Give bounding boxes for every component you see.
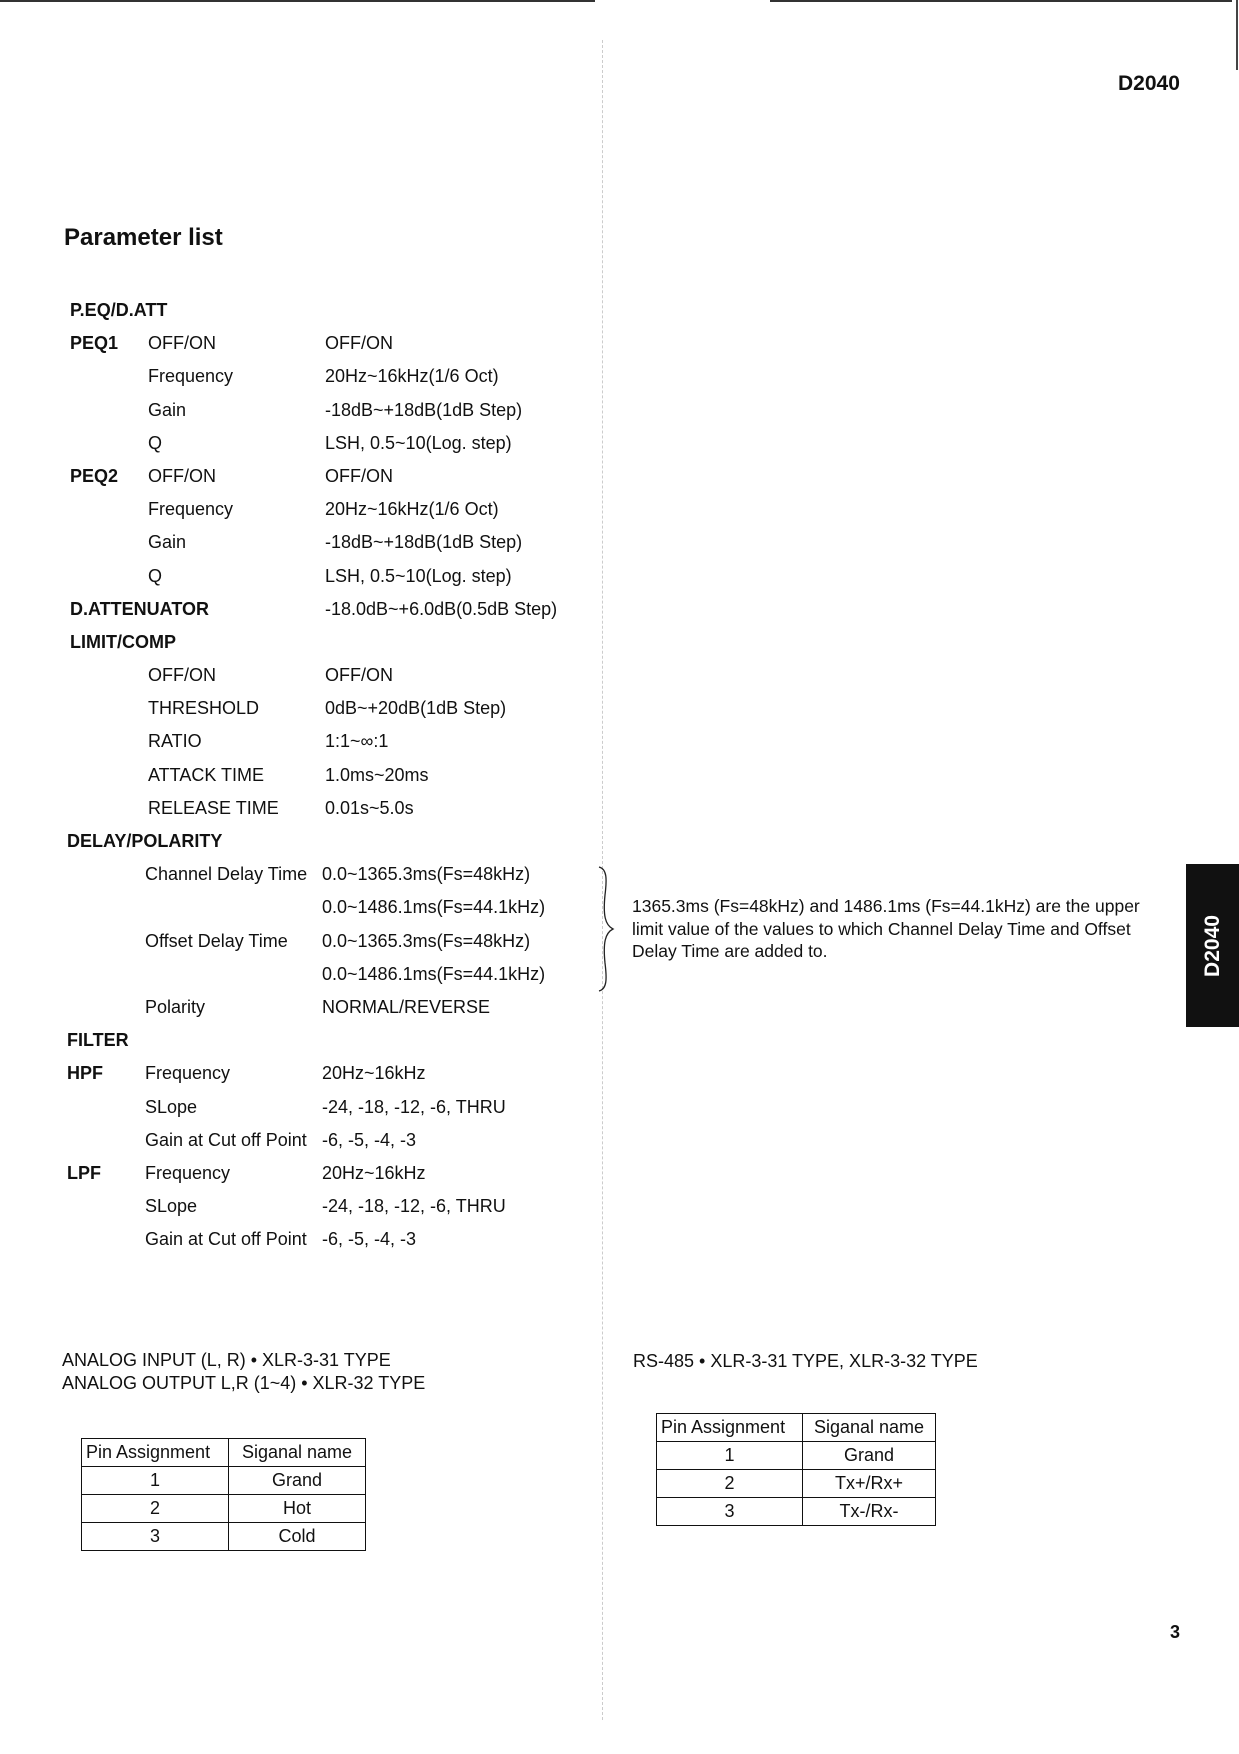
parameter-name: ATTACK TIME	[148, 764, 265, 785]
parameter-name: Frequency	[148, 499, 234, 520]
parameter-name: Q	[148, 565, 163, 586]
pin-cell: 1	[657, 1442, 803, 1470]
parameter-value: 0.0~1365.3ms(Fs=48kHz)	[322, 864, 531, 885]
analog-input-label: ANALOG INPUT (L, R) • XLR-3-31 TYPE	[62, 1350, 391, 1370]
parameter-row	[67, 1124, 417, 1157]
parameter-value: -18.0dB~+6.0dB(0.5dB Step)	[325, 598, 558, 619]
parameter-group: P.EQ/D.ATT	[70, 300, 168, 320]
parameter-row	[67, 1223, 417, 1256]
page-number: 3	[1170, 1622, 1181, 1642]
parameter-name: RELEASE TIME	[148, 797, 279, 818]
signal-cell: Grand	[803, 1442, 936, 1470]
parameter-value: -18dB~+18dB(1dB Step)	[325, 532, 523, 553]
column-header: Siganal name	[803, 1414, 936, 1442]
parameter-name: SLope	[145, 1196, 198, 1217]
parameter-name: OFF/ON	[148, 333, 216, 354]
analog-output-label: ANALOG OUTPUT L,R (1~4) • XLR-32 TYPE	[62, 1373, 426, 1393]
side-tab	[1186, 864, 1239, 1027]
pin-cell: 3	[657, 1498, 803, 1526]
signal-cell: Tx-/Rx-	[803, 1498, 936, 1526]
parameter-value: 20Hz~16kHz	[322, 1063, 426, 1084]
parameter-name: OFF/ON	[148, 465, 216, 486]
parameter-value: -6, -5, -4, -3	[322, 1129, 417, 1150]
parameter-name: THRESHOLD	[148, 698, 260, 719]
parameter-row	[67, 1024, 129, 1057]
parameter-name: Polarity	[145, 996, 206, 1017]
pin-cell: 2	[657, 1470, 803, 1498]
parameter-value: 0.01s~5.0s	[325, 797, 414, 818]
parameter-group: FILTER	[67, 1030, 129, 1051]
signal-cell: Cold	[229, 1523, 366, 1551]
parameter-value: 0.0~1486.1ms(Fs=44.1kHz)	[322, 897, 546, 918]
parameter-value: -18dB~+18dB(1dB Step)	[325, 399, 523, 420]
parameter-name: Frequency	[145, 1063, 231, 1084]
pin-cell: 1	[82, 1467, 229, 1495]
parameter-name: Gain	[148, 399, 187, 420]
parameter-row	[67, 1091, 506, 1124]
parameter-name: Channel Delay Time	[145, 864, 308, 885]
parameter-name: SLope	[145, 1096, 198, 1117]
parameter-name: Gain at Cut off Point	[145, 1129, 307, 1150]
parameter-row	[67, 1057, 426, 1090]
rs485-heading: RS-485 • XLR-3-31 TYPE, XLR-3-32 TYPE	[633, 1351, 978, 1371]
table-row	[82, 1495, 366, 1523]
parameter-name: RATIO	[148, 731, 202, 752]
parameter-name: Frequency	[148, 366, 234, 387]
parameter-group: LIMIT/COMP	[70, 631, 176, 652]
parameter-row	[67, 891, 546, 924]
rs485-pin-table	[656, 1413, 936, 1526]
table-row	[657, 1442, 936, 1470]
table-header-row	[657, 1414, 936, 1442]
top-rule	[0, 0, 595, 2]
pin-cell: 2	[82, 1495, 229, 1523]
table-row	[82, 1523, 366, 1551]
parameter-name: Offset Delay Time	[145, 930, 288, 951]
parameter-value: LSH, 0.5~10(Log. step)	[325, 565, 512, 586]
parameter-value: 0.0~1365.3ms(Fs=48kHz)	[322, 930, 531, 951]
parameter-group: PEQ2	[70, 465, 119, 486]
parameter-row	[67, 991, 491, 1024]
parameter-value: 20Hz~16kHz(1/6 Oct)	[325, 499, 499, 520]
edge-rule	[1236, 0, 1238, 70]
parameter-value: 20Hz~16kHz(1/6 Oct)	[325, 366, 499, 387]
parameter-value: OFF/ON	[325, 333, 393, 354]
parameter-row	[67, 1190, 506, 1223]
parameter-name: Gain at Cut off Point	[145, 1229, 307, 1250]
pin-cell: 3	[82, 1523, 229, 1551]
parameter-group: DELAY/POLARITY	[67, 831, 223, 851]
table-row	[657, 1498, 936, 1526]
parameter-value: NORMAL/REVERSE	[322, 996, 491, 1017]
parameter-value: OFF/ON	[325, 665, 393, 686]
parameter-value: 0.0~1486.1ms(Fs=44.1kHz)	[322, 963, 546, 984]
brace-icon	[597, 865, 617, 993]
signal-cell: Grand	[229, 1467, 366, 1495]
parameter-group: LPF	[67, 1162, 101, 1183]
parameter-row	[67, 925, 531, 958]
table-row	[82, 1467, 366, 1495]
parameter-value: LSH, 0.5~10(Log. step)	[325, 432, 512, 453]
parameter-value: -6, -5, -4, -3	[322, 1229, 417, 1250]
signal-cell: Tx+/Rx+	[803, 1470, 936, 1498]
parameter-value: 0dB~+20dB(1dB Step)	[325, 698, 507, 719]
analog-pin-table	[81, 1438, 366, 1551]
parameter-value: 1.0ms~20ms	[325, 764, 429, 785]
column-header: Siganal name	[229, 1439, 366, 1467]
parameter-value: 1:1~∞:1	[325, 731, 389, 752]
parameter-value: OFF/ON	[325, 465, 393, 486]
parameter-name: Q	[148, 432, 163, 453]
signal-cell: Hot	[229, 1495, 366, 1523]
parameter-value: 20Hz~16kHz	[322, 1162, 426, 1183]
parameter-row	[67, 1157, 426, 1190]
column-header: Pin Assignment	[657, 1414, 803, 1442]
parameter-value: -24, -18, -12, -6, THRU	[322, 1196, 506, 1217]
table-row	[657, 1470, 936, 1498]
parameter-name: OFF/ON	[148, 665, 216, 686]
top-rule	[770, 0, 1232, 2]
parameter-group: PEQ1	[70, 333, 119, 354]
parameter-value: -24, -18, -12, -6, THRU	[322, 1096, 506, 1117]
model-header: D2040	[1118, 72, 1180, 95]
delay-note: 1365.3ms (Fs=48kHz) and 1486.1ms (Fs=44.1kHz) are the upper limit value of the values to which Channel Delay Time and Offset Delay Time are added to.	[632, 896, 1140, 961]
table-header-row	[82, 1439, 366, 1467]
side-tab-label: D2040	[1200, 914, 1224, 977]
parameter-name: Gain	[148, 532, 187, 553]
parameter-group: D.ATTENUATOR	[70, 598, 209, 619]
page-title: Parameter list	[64, 224, 223, 251]
column-header: Pin Assignment	[82, 1439, 229, 1467]
analog-connector-heading	[62, 1349, 425, 1395]
parameter-row	[67, 858, 531, 891]
parameter-group: HPF	[67, 1063, 103, 1084]
parameter-name: Frequency	[145, 1162, 231, 1183]
parameter-row	[67, 825, 223, 858]
parameter-row	[67, 958, 546, 991]
